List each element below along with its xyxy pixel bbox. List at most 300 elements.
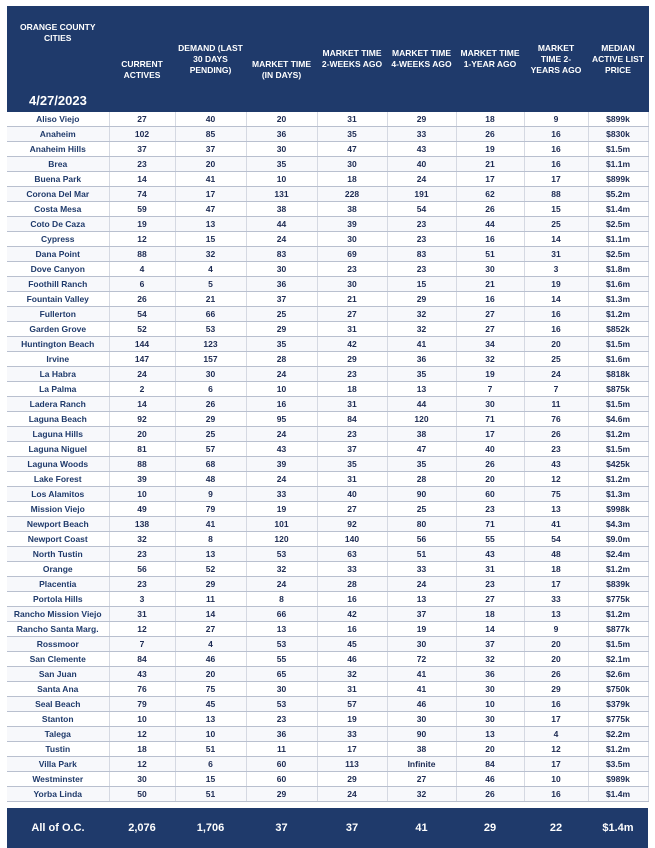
actives-cell: 32 <box>109 532 175 547</box>
table-row <box>7 427 648 442</box>
city-cell: Irvine <box>7 352 109 367</box>
market-time-2-weeks-cell: 140 <box>317 532 387 547</box>
market-time-2-years-cell: 16 <box>524 127 588 142</box>
market-time-cell: 25 <box>246 307 317 322</box>
market-time-2-years-cell: 48 <box>524 547 588 562</box>
actives-cell: 10 <box>109 487 175 502</box>
table-row <box>7 217 648 232</box>
market-time-2-weeks-cell: 42 <box>317 607 387 622</box>
demand-cell: 66 <box>175 307 246 322</box>
city-cell: Dove Canyon <box>7 262 109 277</box>
market-time-1-year-cell: 21 <box>456 157 524 172</box>
actives-cell: 147 <box>109 352 175 367</box>
actives-cell: 12 <box>109 727 175 742</box>
market-time-1-year-cell: 10 <box>456 697 524 712</box>
median-price-cell: $839k <box>588 577 648 592</box>
market-time-1-year-cell: 23 <box>456 577 524 592</box>
market-time-2-years-cell: 41 <box>524 517 588 532</box>
median-price-cell: $1.2m <box>588 742 648 757</box>
market-time-cell: 120 <box>246 532 317 547</box>
demand-cell: 32 <box>175 247 246 262</box>
market-time-1-year-cell: 71 <box>456 412 524 427</box>
median-price-cell: $1.2m <box>588 562 648 577</box>
median-price-cell: $2.5m <box>588 217 648 232</box>
market-time-2-years-cell: 4 <box>524 727 588 742</box>
table-row <box>7 172 648 187</box>
actives-cell: 18 <box>109 742 175 757</box>
city-cell: Westminster <box>7 772 109 787</box>
market-time-cell: 131 <box>246 187 317 202</box>
demand-cell: 51 <box>175 787 246 802</box>
market-time-cell: 24 <box>246 577 317 592</box>
market-time-2-years-cell: 88 <box>524 187 588 202</box>
demand-cell: 157 <box>175 352 246 367</box>
city-cell: Los Alamitos <box>7 487 109 502</box>
header-market-time-4-weeks: MARKET TIME 4-WEEKS AGO <box>387 6 456 112</box>
market-time-2-weeks-cell: 19 <box>317 712 387 727</box>
table-row <box>7 532 648 547</box>
market-time-2-years-cell: 12 <box>524 742 588 757</box>
market-time-4-weeks-cell: 13 <box>387 382 456 397</box>
header-market-time-2-years: MARKET TIME 2-YEARS AGO <box>524 6 588 112</box>
city-cell: Yorba Linda <box>7 787 109 802</box>
total-actives: 2,076 <box>109 808 175 848</box>
demand-cell: 75 <box>175 682 246 697</box>
demand-cell: 85 <box>175 127 246 142</box>
market-time-2-weeks-cell: 40 <box>317 487 387 502</box>
table-row <box>7 682 648 697</box>
market-time-2-weeks-cell: 228 <box>317 187 387 202</box>
demand-cell: 40 <box>175 112 246 127</box>
actives-cell: 39 <box>109 472 175 487</box>
median-price-cell: $1.4m <box>588 787 648 802</box>
market-time-2-weeks-cell: 92 <box>317 517 387 532</box>
city-cell: Lake Forest <box>7 472 109 487</box>
table-row <box>7 622 648 637</box>
market-time-cell: 24 <box>246 427 317 442</box>
market-time-2-weeks-cell: 45 <box>317 637 387 652</box>
market-time-1-year-cell: 51 <box>456 247 524 262</box>
median-price-cell: $1.5m <box>588 637 648 652</box>
market-time-2-years-cell: 20 <box>524 652 588 667</box>
table-row <box>7 637 648 652</box>
market-time-cell: 30 <box>246 262 317 277</box>
market-time-cell: 39 <box>246 457 317 472</box>
market-time-2-years-cell: 54 <box>524 532 588 547</box>
demand-cell: 48 <box>175 472 246 487</box>
actives-cell: 12 <box>109 757 175 772</box>
median-price-cell: $775k <box>588 712 648 727</box>
city-cell: Dana Point <box>7 247 109 262</box>
actives-cell: 52 <box>109 322 175 337</box>
market-time-cell: 29 <box>246 787 317 802</box>
demand-cell: 6 <box>175 382 246 397</box>
header-cities <box>7 6 109 112</box>
demand-cell: 26 <box>175 397 246 412</box>
market-time-2-weeks-cell: 23 <box>317 427 387 442</box>
city-cell: Laguna Woods <box>7 457 109 472</box>
city-cell: Talega <box>7 727 109 742</box>
market-time-4-weeks-cell: 15 <box>387 277 456 292</box>
median-price-cell: $989k <box>588 772 648 787</box>
market-time-1-year-cell: 40 <box>456 442 524 457</box>
market-time-1-year-cell: 14 <box>456 622 524 637</box>
market-time-4-weeks-cell: 120 <box>387 412 456 427</box>
actives-cell: 88 <box>109 457 175 472</box>
market-time-cell: 35 <box>246 337 317 352</box>
market-time-1-year-cell: 16 <box>456 232 524 247</box>
table-row <box>7 247 648 262</box>
market-time-4-weeks-cell: 33 <box>387 127 456 142</box>
market-time-1-year-cell: 27 <box>456 322 524 337</box>
median-price-cell: $1.5m <box>588 442 648 457</box>
table-row <box>7 292 648 307</box>
market-time-1-year-cell: 17 <box>456 427 524 442</box>
city-cell: Cypress <box>7 232 109 247</box>
table-row <box>7 262 648 277</box>
median-price-cell: $1.5m <box>588 397 648 412</box>
market-time-4-weeks-cell: Infinite <box>387 757 456 772</box>
median-price-cell: $1.2m <box>588 607 648 622</box>
market-time-4-weeks-cell: 25 <box>387 502 456 517</box>
table-row <box>7 412 648 427</box>
median-price-cell: $425k <box>588 457 648 472</box>
market-time-2-weeks-cell: 84 <box>317 412 387 427</box>
market-time-cell: 35 <box>246 157 317 172</box>
market-time-1-year-cell: 19 <box>456 142 524 157</box>
actives-cell: 56 <box>109 562 175 577</box>
market-table-container <box>7 6 648 848</box>
actives-cell: 92 <box>109 412 175 427</box>
market-time-1-year-cell: 60 <box>456 487 524 502</box>
market-time-2-weeks-cell: 31 <box>317 112 387 127</box>
market-time-1-year-cell: 27 <box>456 307 524 322</box>
city-cell: Mission Viejo <box>7 502 109 517</box>
market-time-2-years-cell: 31 <box>524 247 588 262</box>
market-time-2-years-cell: 16 <box>524 157 588 172</box>
city-cell: Laguna Hills <box>7 427 109 442</box>
table-row <box>7 277 648 292</box>
market-time-cell: 37 <box>246 292 317 307</box>
city-cell: Newport Coast <box>7 532 109 547</box>
demand-cell: 79 <box>175 502 246 517</box>
market-time-2-weeks-cell: 31 <box>317 322 387 337</box>
demand-cell: 53 <box>175 322 246 337</box>
market-time-4-weeks-cell: 35 <box>387 457 456 472</box>
market-time-2-weeks-cell: 32 <box>317 667 387 682</box>
city-cell: Laguna Niguel <box>7 442 109 457</box>
actives-cell: 49 <box>109 502 175 517</box>
table-row <box>7 127 648 142</box>
market-time-4-weeks-cell: 32 <box>387 322 456 337</box>
market-time-1-year-cell: 46 <box>456 772 524 787</box>
table-row <box>7 592 648 607</box>
actives-cell: 84 <box>109 652 175 667</box>
actives-cell: 6 <box>109 277 175 292</box>
market-time-2-weeks-cell: 33 <box>317 727 387 742</box>
market-time-4-weeks-cell: 32 <box>387 787 456 802</box>
market-time-2-years-cell: 16 <box>524 307 588 322</box>
market-time-2-weeks-cell: 35 <box>317 127 387 142</box>
actives-cell: 19 <box>109 217 175 232</box>
table-body <box>7 112 648 802</box>
table-row <box>7 607 648 622</box>
market-time-1-year-cell: 84 <box>456 757 524 772</box>
market-time-2-years-cell: 17 <box>524 577 588 592</box>
median-price-cell: $9.0m <box>588 532 648 547</box>
market-time-2-weeks-cell: 47 <box>317 142 387 157</box>
market-time-cell: 33 <box>246 487 317 502</box>
market-time-2-weeks-cell: 37 <box>317 442 387 457</box>
city-cell: Rancho Santa Marg. <box>7 622 109 637</box>
market-time-1-year-cell: 37 <box>456 637 524 652</box>
market-time-2-years-cell: 11 <box>524 397 588 412</box>
median-price-cell: $1.5m <box>588 337 648 352</box>
market-time-1-year-cell: 36 <box>456 667 524 682</box>
header-current-actives: CURRENT ACTIVES <box>109 6 175 112</box>
market-time-4-weeks-cell: 51 <box>387 547 456 562</box>
table-row <box>7 742 648 757</box>
market-time-cell: 53 <box>246 637 317 652</box>
market-time-2-years-cell: 12 <box>524 472 588 487</box>
demand-cell: 37 <box>175 142 246 157</box>
city-cell: Aliso Viejo <box>7 112 109 127</box>
market-time-1-year-cell: 26 <box>456 787 524 802</box>
demand-cell: 5 <box>175 277 246 292</box>
market-time-1-year-cell: 17 <box>456 172 524 187</box>
median-price-cell: $3.5m <box>588 757 648 772</box>
actives-cell: 54 <box>109 307 175 322</box>
actives-cell: 144 <box>109 337 175 352</box>
market-time-cell: 65 <box>246 667 317 682</box>
market-time-2-weeks-cell: 31 <box>317 682 387 697</box>
market-time-cell: 10 <box>246 382 317 397</box>
market-time-2-weeks-cell: 29 <box>317 772 387 787</box>
header-market-time: MARKET TIME (IN DAYS) <box>246 6 317 112</box>
market-time-2-years-cell: 10 <box>524 772 588 787</box>
city-cell: Foothill Ranch <box>7 277 109 292</box>
actives-cell: 79 <box>109 697 175 712</box>
median-price-cell: $899k <box>588 172 648 187</box>
market-time-2-weeks-cell: 46 <box>317 652 387 667</box>
demand-cell: 15 <box>175 772 246 787</box>
demand-cell: 13 <box>175 712 246 727</box>
market-time-cell: 83 <box>246 247 317 262</box>
header-market-time-2-weeks: MARKET TIME 2-WEEKS AGO <box>317 6 387 112</box>
actives-cell: 30 <box>109 772 175 787</box>
actives-cell: 23 <box>109 157 175 172</box>
market-time-2-weeks-cell: 21 <box>317 292 387 307</box>
median-price-cell: $1.6m <box>588 352 648 367</box>
market-time-2-weeks-cell: 39 <box>317 217 387 232</box>
city-cell: Buena Park <box>7 172 109 187</box>
market-time-4-weeks-cell: 37 <box>387 607 456 622</box>
header-median-price: MEDIAN ACTIVE LIST PRICE <box>588 6 648 112</box>
market-time-4-weeks-cell: 13 <box>387 592 456 607</box>
actives-cell: 74 <box>109 187 175 202</box>
demand-cell: 51 <box>175 742 246 757</box>
market-time-cell: 23 <box>246 712 317 727</box>
market-time-1-year-cell: 13 <box>456 727 524 742</box>
market-time-4-weeks-cell: 80 <box>387 517 456 532</box>
total-market-time-2-years: 22 <box>524 808 588 848</box>
median-price-cell: $1.1m <box>588 232 648 247</box>
demand-cell: 10 <box>175 727 246 742</box>
market-time-4-weeks-cell: 23 <box>387 262 456 277</box>
median-price-cell: $4.3m <box>588 517 648 532</box>
median-price-cell: $2.4m <box>588 547 648 562</box>
market-time-cell: 53 <box>246 547 317 562</box>
market-time-1-year-cell: 18 <box>456 112 524 127</box>
market-time-2-years-cell: 24 <box>524 367 588 382</box>
table-row <box>7 787 648 802</box>
city-cell: Garden Grove <box>7 322 109 337</box>
market-time-2-weeks-cell: 69 <box>317 247 387 262</box>
demand-cell: 123 <box>175 337 246 352</box>
market-time-1-year-cell: 21 <box>456 277 524 292</box>
demand-cell: 15 <box>175 232 246 247</box>
market-time-1-year-cell: 71 <box>456 517 524 532</box>
market-time-2-weeks-cell: 18 <box>317 172 387 187</box>
market-time-cell: 30 <box>246 682 317 697</box>
market-time-1-year-cell: 55 <box>456 532 524 547</box>
market-time-2-years-cell: 25 <box>524 217 588 232</box>
city-cell: San Juan <box>7 667 109 682</box>
table-row <box>7 502 648 517</box>
median-price-cell: $852k <box>588 322 648 337</box>
market-time-4-weeks-cell: 36 <box>387 352 456 367</box>
median-price-cell: $818k <box>588 367 648 382</box>
market-time-4-weeks-cell: 90 <box>387 487 456 502</box>
actives-cell: 14 <box>109 397 175 412</box>
table-row <box>7 487 648 502</box>
market-time-cell: 60 <box>246 757 317 772</box>
actives-cell: 81 <box>109 442 175 457</box>
market-time-1-year-cell: 26 <box>456 457 524 472</box>
market-time-4-weeks-cell: 29 <box>387 112 456 127</box>
table-row <box>7 232 648 247</box>
city-cell: Brea <box>7 157 109 172</box>
report-date: 4/27/2023 <box>29 93 87 108</box>
actives-cell: 88 <box>109 247 175 262</box>
market-time-cell: 24 <box>246 472 317 487</box>
city-cell: Rossmoor <box>7 637 109 652</box>
market-time-2-weeks-cell: 38 <box>317 202 387 217</box>
market-time-2-years-cell: 33 <box>524 592 588 607</box>
demand-cell: 30 <box>175 367 246 382</box>
table-row <box>7 367 648 382</box>
table-header-row <box>7 6 648 112</box>
market-time-cell: 55 <box>246 652 317 667</box>
table-row <box>7 562 648 577</box>
market-time-2-weeks-cell: 29 <box>317 352 387 367</box>
demand-cell: 41 <box>175 172 246 187</box>
market-time-4-weeks-cell: 56 <box>387 532 456 547</box>
market-time-2-weeks-cell: 30 <box>317 232 387 247</box>
demand-cell: 25 <box>175 427 246 442</box>
market-time-cell: 36 <box>246 277 317 292</box>
market-time-2-years-cell: 16 <box>524 322 588 337</box>
table-row <box>7 757 648 772</box>
actives-cell: 76 <box>109 682 175 697</box>
table-row <box>7 712 648 727</box>
demand-cell: 52 <box>175 562 246 577</box>
market-time-1-year-cell: 20 <box>456 472 524 487</box>
median-price-cell: $1.6m <box>588 277 648 292</box>
actives-cell: 14 <box>109 172 175 187</box>
market-time-2-years-cell: 26 <box>524 427 588 442</box>
table-row <box>7 307 648 322</box>
market-time-1-year-cell: 18 <box>456 607 524 622</box>
market-time-1-year-cell: 27 <box>456 592 524 607</box>
market-time-2-weeks-cell: 27 <box>317 502 387 517</box>
city-cell: Fountain Valley <box>7 292 109 307</box>
total-market-time-2-weeks: 37 <box>317 808 387 848</box>
median-price-cell: $2.1m <box>588 652 648 667</box>
demand-cell: 20 <box>175 667 246 682</box>
median-price-cell: $379k <box>588 697 648 712</box>
median-price-cell: $1.8m <box>588 262 648 277</box>
total-row <box>7 808 648 848</box>
market-time-4-weeks-cell: 90 <box>387 727 456 742</box>
table-row <box>7 322 648 337</box>
market-time-4-weeks-cell: 24 <box>387 577 456 592</box>
actives-cell: 3 <box>109 592 175 607</box>
city-cell: Fullerton <box>7 307 109 322</box>
market-time-cell: 28 <box>246 352 317 367</box>
table-row <box>7 382 648 397</box>
actives-cell: 43 <box>109 667 175 682</box>
median-price-cell: $750k <box>588 682 648 697</box>
market-time-cell: 53 <box>246 697 317 712</box>
market-time-cell: 43 <box>246 442 317 457</box>
city-cell: Coto De Caza <box>7 217 109 232</box>
demand-cell: 21 <box>175 292 246 307</box>
market-time-2-years-cell: 18 <box>524 562 588 577</box>
market-time-4-weeks-cell: 23 <box>387 232 456 247</box>
market-time-4-weeks-cell: 54 <box>387 202 456 217</box>
median-price-cell: $775k <box>588 592 648 607</box>
market-time-cell: 101 <box>246 517 317 532</box>
market-time-cell: 24 <box>246 232 317 247</box>
market-time-cell: 11 <box>246 742 317 757</box>
header-demand: DEMAND (LAST 30 DAYS PENDING) <box>175 6 246 112</box>
market-time-2-years-cell: 17 <box>524 712 588 727</box>
table-row <box>7 697 648 712</box>
actives-cell: 138 <box>109 517 175 532</box>
market-time-4-weeks-cell: 23 <box>387 217 456 232</box>
median-price-cell: $1.3m <box>588 292 648 307</box>
table-row <box>7 517 648 532</box>
market-time-1-year-cell: 30 <box>456 397 524 412</box>
market-time-2-years-cell: 13 <box>524 502 588 517</box>
market-time-2-weeks-cell: 24 <box>317 787 387 802</box>
market-time-2-years-cell: 14 <box>524 232 588 247</box>
market-time-2-years-cell: 75 <box>524 487 588 502</box>
table-row <box>7 547 648 562</box>
market-time-2-weeks-cell: 27 <box>317 307 387 322</box>
market-time-1-year-cell: 20 <box>456 742 524 757</box>
market-time-2-weeks-cell: 42 <box>317 337 387 352</box>
demand-cell: 41 <box>175 517 246 532</box>
market-time-cell: 95 <box>246 412 317 427</box>
market-time-cell: 60 <box>246 772 317 787</box>
market-time-4-weeks-cell: 30 <box>387 712 456 727</box>
market-time-2-weeks-cell: 30 <box>317 157 387 172</box>
market-time-2-years-cell: 16 <box>524 697 588 712</box>
median-price-cell: $2.6m <box>588 667 648 682</box>
market-time-2-weeks-cell: 17 <box>317 742 387 757</box>
